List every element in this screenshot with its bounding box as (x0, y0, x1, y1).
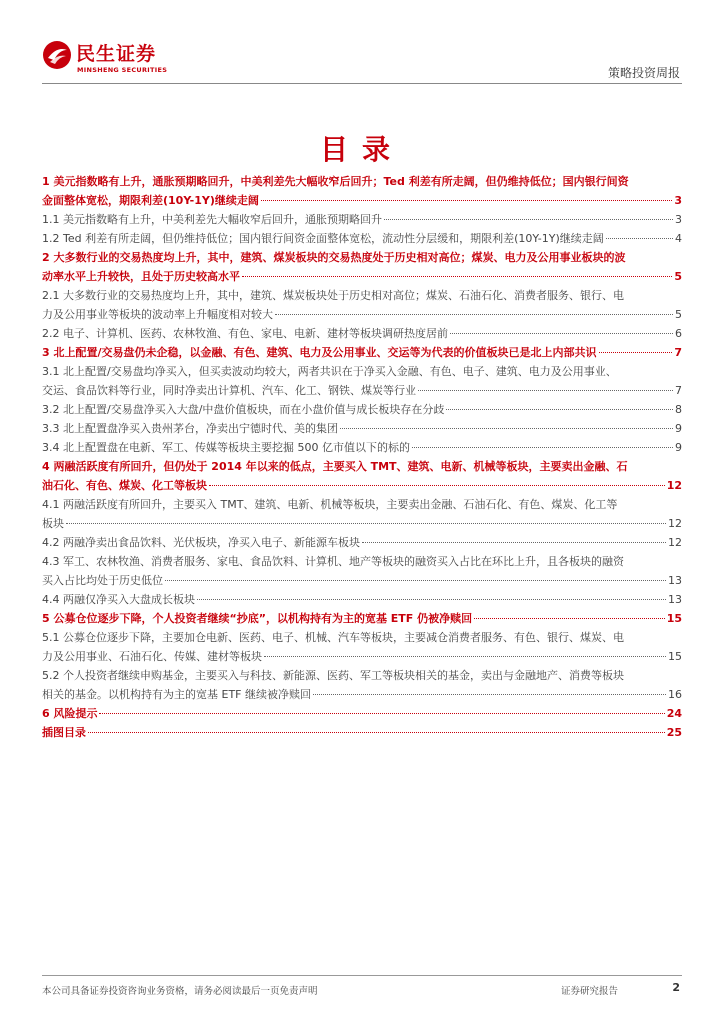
toc-entry-subsection[interactable] (42, 533, 682, 552)
toc-entry-section[interactable] (42, 248, 682, 286)
toc-page-number: 7 (674, 346, 682, 359)
toc-page-number: 3 (675, 213, 682, 226)
toc-entry-text: 2.2 电子、计算机、医药、农林牧渔、有色、家电、电新、建材等板块调研热度居前 (42, 327, 448, 340)
toc-entry-text: 1 美元指数略有上升，通胀预期略回升，中美利差先大幅收窄后回升；Ted 利差有所走阔，但仍维持低位；国内银行间资 (42, 175, 629, 188)
toc-entry-subsection[interactable] (42, 229, 682, 248)
toc-entry-text: 3.4 北上配置盘在电新、军工、传媒等板块主要挖掘 500 亿市值以下的标的 (42, 441, 410, 454)
toc-leader-dots (88, 732, 665, 733)
toc-page-number: 15 (666, 612, 682, 625)
toc-entry-section[interactable] (42, 609, 682, 628)
toc-leader-dots (474, 618, 665, 619)
toc-page-number: 13 (668, 574, 682, 587)
page-number: 2 (672, 981, 680, 994)
toc-entry-text: 4 两融活跃度有所回升，但仍处于 2014 年以来的低点，主要买入 TMT、建筑、电新、机械等板块，主要卖出金融、石 (42, 460, 628, 473)
toc-entry-subsection[interactable] (42, 210, 682, 229)
toc-entry-text: 2 大多数行业的交易热度均上升，其中，建筑、煤炭板块的交易热度处于历史相对高位；煤炭、电力及公用事业板块的波 (42, 251, 626, 264)
toc-entry-subsection[interactable] (42, 362, 682, 400)
logo-text-cn: 民生证券 (76, 43, 157, 65)
footer-disclaimer: 本公司具备证券投资咨询业务资格，请务必阅读最后一页免责声明 (42, 986, 318, 997)
toc-entry-text: 力及公用事业、石油石化、传媒、建材等板块 (42, 650, 262, 663)
toc-entry-text: 4.2 两融净卖出食品饮料、光伏板块，净买入电子、新能源车板块 (42, 536, 360, 549)
toc-leader-dots (165, 580, 666, 581)
toc-leader-dots (313, 694, 666, 695)
toc-page-number: 8 (675, 403, 682, 416)
toc-leader-dots (275, 314, 673, 315)
toc-leader-dots (384, 219, 673, 220)
toc-page-number: 15 (668, 650, 682, 663)
toc-page-number: 12 (668, 517, 682, 530)
toc-leader-dots (99, 713, 664, 714)
toc-entry-text: 插图目录 (42, 726, 86, 739)
toc-entry-text: 5 公募仓位逐步下降，个人投资者继续“抄底”，以机构持有为主的宽基 ETF 仍被净赎回 (42, 612, 473, 625)
toc-entry-text: 5.2 个人投资者继续申购基金，主要买入与科技、新能源、医药、军工等板块相关的基金，卖出与金融地产、消费等板块 (42, 669, 624, 682)
toc-entry-text: 1.2 Ted 利差有所走阔，但仍维持低位；国内银行间资金面整体宽松，流动性分层缓和，期限利差(10Y-1Y)继续走阔 (42, 232, 604, 245)
document-type: 策略投资周报 (607, 66, 680, 80)
toc-leader-dots (66, 523, 666, 524)
toc-entry-subsection[interactable] (42, 400, 682, 419)
toc-leader-dots (450, 333, 673, 334)
toc-entry-subsection[interactable] (42, 552, 682, 590)
toc-entry-text: 3.1 北上配置/交易盘均净买入，但买卖波动均较大，两者共识在于净买入金融、有色、电子、建筑、电力及公用事业、 (42, 365, 617, 378)
toc-entry-text: 动率水平上升较快，且处于历史较高水平 (42, 270, 240, 283)
toc-leader-dots (446, 409, 673, 410)
toc-entry-section[interactable] (42, 704, 682, 723)
toc-leader-dots (242, 276, 672, 277)
toc-entry-text: 板块 (42, 517, 64, 530)
toc-page-number: 24 (666, 707, 682, 720)
toc-page-number: 9 (675, 422, 682, 435)
toc-page-number: 3 (674, 194, 682, 207)
toc-entry-subsection[interactable] (42, 419, 682, 438)
toc-entry-section[interactable] (42, 172, 682, 210)
toc-title: 目录 (319, 133, 404, 166)
toc-entry-subsection[interactable] (42, 438, 682, 457)
toc-page-number: 6 (675, 327, 682, 340)
toc-page-number: 16 (668, 688, 682, 701)
toc-entry-text: 5.1 公募仓位逐步下降，主要加仓电新、医药、电子、机械、汽车等板块，主要减仓消费者服务、有色、银行、煤炭、电 (42, 631, 624, 644)
toc-entry-text: 相关的基金。以机构持有为主的宽基 ETF 继续被净赎回 (42, 688, 311, 701)
toc-page-number: 5 (674, 270, 682, 283)
toc-entry-subsection[interactable] (42, 324, 682, 343)
toc-entry-text: 金面整体宽松，期限利差(10Y-1Y)继续走阔 (42, 194, 259, 207)
toc-entry-text: 交运、食品饮料等行业，同时净卖出计算机、汽车、化工、钢铁、煤炭等行业 (42, 384, 416, 397)
toc-entry-text: 6 风险提示 (42, 707, 98, 720)
toc-page-number: 9 (675, 441, 682, 454)
toc-entry-text: 4.1 两融活跃度有所回升，主要买入 TMT、建筑、电新、机械等板块，主要卖出金融、石油石化、有色、煤炭、化工等 (42, 498, 618, 511)
toc-entry-text: 3 北上配置/交易盘仍未企稳，以金融、有色、建筑、电力及公用事业、交运等为代表的价值板块已是北上内部共识 (42, 346, 597, 359)
toc-entry-text: 3.3 北上配置盘净买入贵州茅台，净卖出宁德时代、美的集团 (42, 422, 338, 435)
logo-text-en: MINSHENG SECURITIES (77, 66, 168, 74)
minsheng-logo-icon (42, 40, 72, 70)
footer-report-type: 证券研究报告 (560, 986, 618, 997)
toc-entry-text: 买入占比均处于历史低位 (42, 574, 163, 587)
toc-entry-subsection[interactable] (42, 628, 682, 666)
toc-leader-dots (197, 599, 666, 600)
toc-page-number: 4 (675, 232, 682, 245)
toc-entry-text: 4.3 军工、农林牧渔、消费者服务、家电、食品饮料、计算机、地产等板块的融资买入占比在环比上升，且各板块的融资 (42, 555, 624, 568)
toc-entry-subsection[interactable] (42, 495, 682, 533)
toc-page-number: 7 (675, 384, 682, 397)
toc-entry-subsection[interactable] (42, 590, 682, 609)
toc-entry-section[interactable] (42, 343, 682, 362)
toc-entry-text: 2.1 大多数行业的交易热度均上升，其中，建筑、煤炭板块处于历史相对高位；煤炭、石油石化、消费者服务、银行、电 (42, 289, 624, 302)
toc-entry-text: 3.2 北上配置/交易盘净买入大盘/中盘价值板块，而在小盘价值与成长板块存在分歧 (42, 403, 445, 416)
toc-entry-text: 油石化、有色、煤炭、化工等板块 (42, 479, 207, 492)
toc-leader-dots (412, 447, 673, 448)
page-header (0, 0, 724, 86)
toc-page-number: 5 (675, 308, 682, 321)
toc-entry-text: 4.4 两融仅净买入大盘成长板块 (42, 593, 195, 606)
table-of-contents (42, 172, 682, 742)
toc-entry-subsection[interactable] (42, 666, 682, 704)
toc-page-number: 13 (668, 593, 682, 606)
toc-entry-text: 1.1 美元指数略有上升，中美利差先大幅收窄后回升，通胀预期略回升 (42, 213, 382, 226)
toc-leader-dots (362, 542, 666, 543)
header-divider (42, 83, 682, 84)
toc-entry-subsection[interactable] (42, 286, 682, 324)
toc-leader-dots (261, 200, 672, 201)
toc-entry-text: 力及公用事业等板块的波动率上升幅度相对较大 (42, 308, 273, 321)
toc-leader-dots (606, 238, 673, 239)
footer-divider (42, 975, 682, 976)
toc-entry-section[interactable] (42, 457, 682, 495)
toc-leader-dots (418, 390, 673, 391)
toc-page-number: 12 (668, 536, 682, 549)
toc-page-number: 12 (666, 479, 682, 492)
toc-leader-dots (340, 428, 673, 429)
toc-leader-dots (209, 485, 665, 486)
toc-leader-dots (599, 352, 673, 353)
minsheng-logo (42, 40, 202, 80)
toc-page-number: 25 (666, 726, 682, 739)
toc-entry-section[interactable] (42, 723, 682, 742)
toc-leader-dots (264, 656, 666, 657)
